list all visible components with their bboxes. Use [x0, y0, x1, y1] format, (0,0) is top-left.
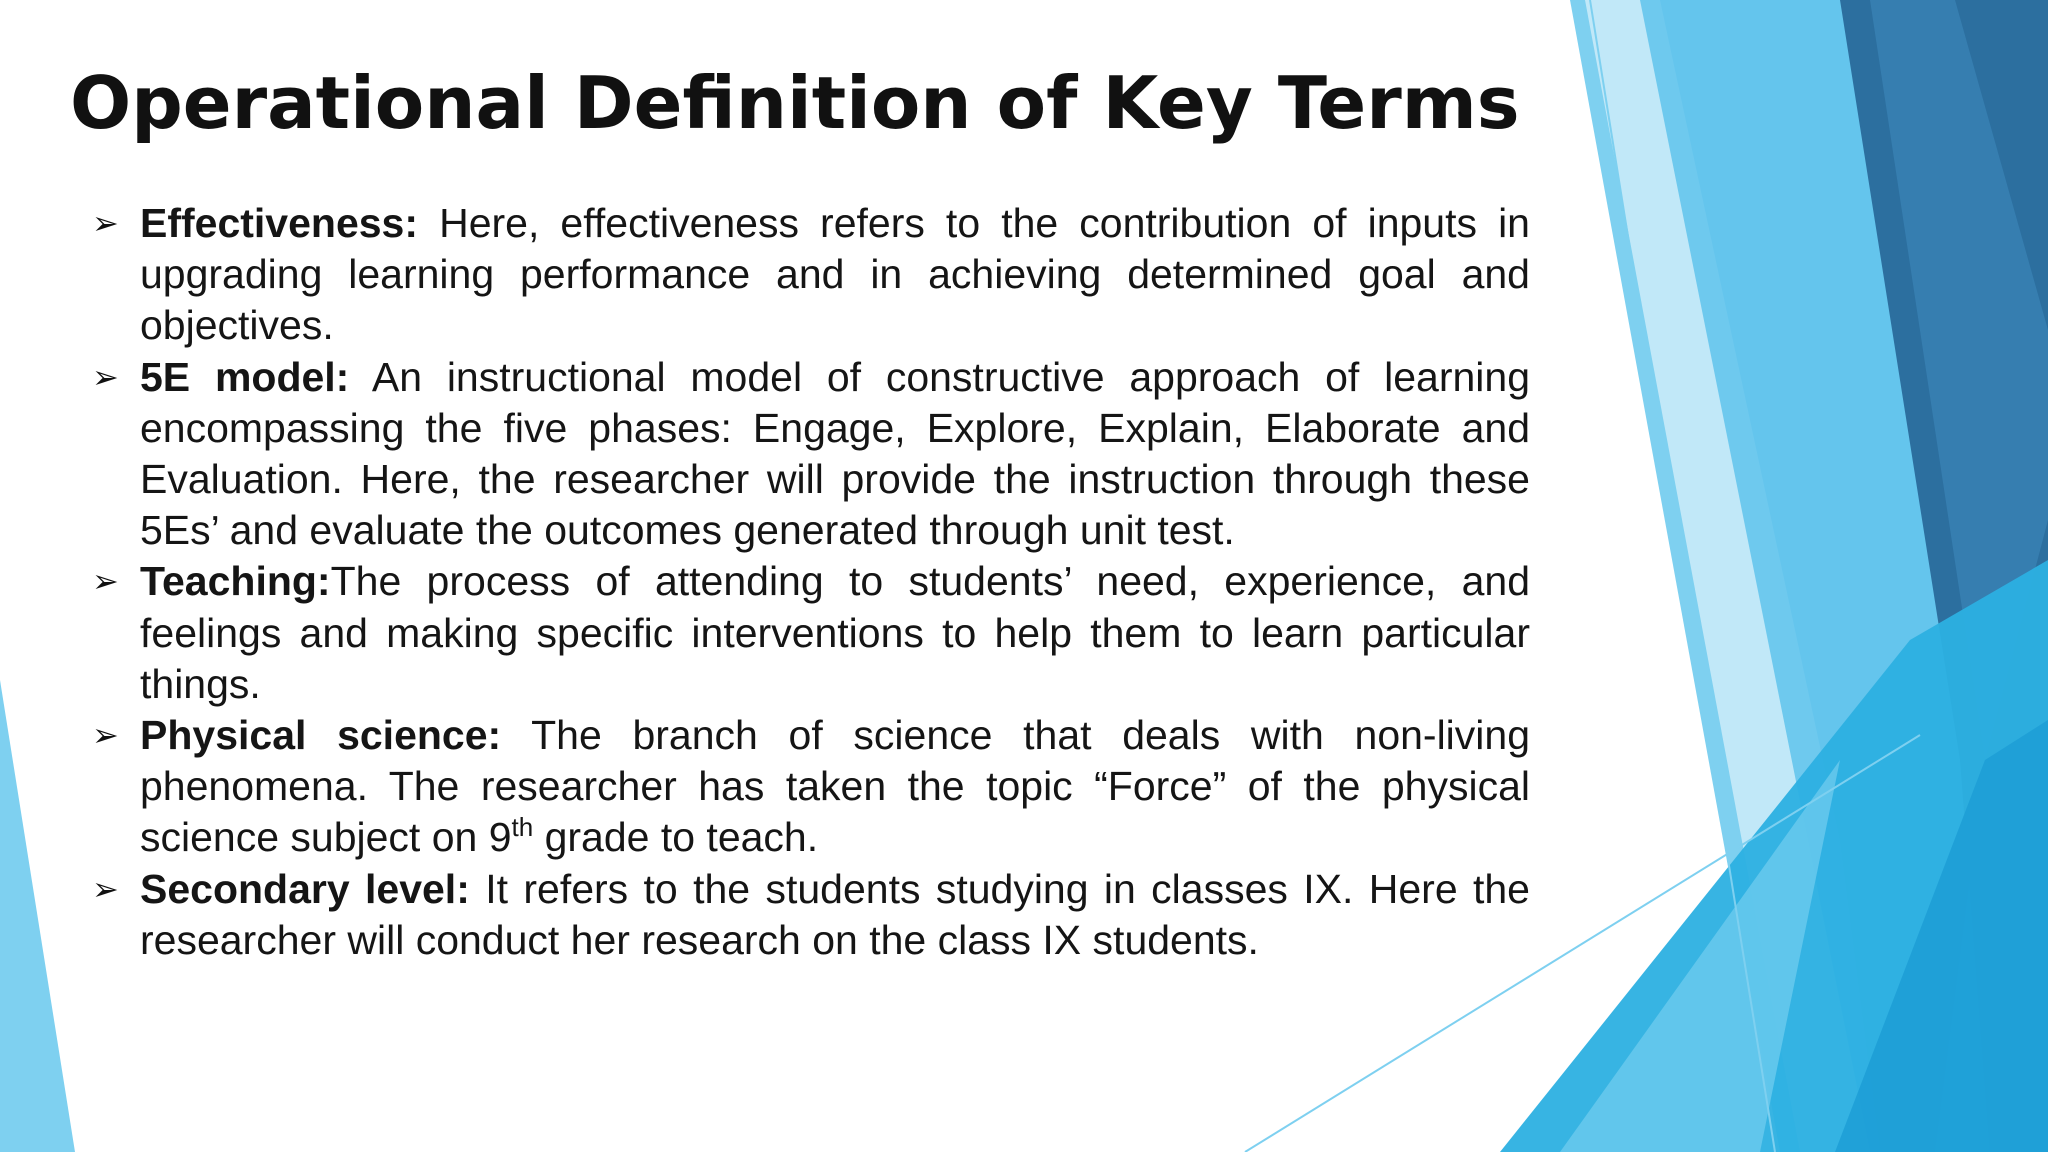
arrowhead-bullet-icon: ➢ — [92, 562, 119, 601]
slide-title: Operational Definition of Key Terms — [70, 61, 1520, 145]
term-definition: The branch of science that deals with non-living phenomena. The researcher has taken the topic “Force” of the physical science subject on 9 — [140, 712, 1531, 861]
left-accent-shape — [0, 680, 75, 1152]
key-terms-list — [92, 198, 1531, 966]
term-secondary-level — [92, 864, 1530, 966]
term-name: Physical science: — [140, 712, 502, 759]
term-definition: Here, effectiveness refers to the contribution of inputs in upgrading learning performance and in achieving determined goal and objectives. — [140, 200, 1530, 349]
ordinal-superscript: th — [511, 812, 534, 843]
term-definition: The process of attending to students’ need, experience, and feelings and making specific interventions to help them to learn particular things. — [140, 558, 1530, 707]
arrowhead-bullet-icon: ➢ — [92, 204, 119, 242]
term-physical-science — [92, 710, 1531, 864]
term-effectiveness — [92, 198, 1530, 352]
arrowhead-bullet-icon: ➢ — [92, 716, 119, 755]
term-teaching — [92, 556, 1530, 710]
term-5e-model — [92, 352, 1530, 557]
arrowhead-bullet-icon: ➢ — [92, 357, 119, 396]
arrowhead-bullet-icon: ➢ — [92, 869, 119, 908]
term-name: 5E model: — [140, 353, 350, 400]
term-definition: An instructional model of constructive approach of learning encompassing the five phases: Engage, Explore, Explain, Elaborate and Evaluation. Here, the researcher will provide the instruction through these 5Es’ and evaluate the outcomes generated through unit test. — [140, 353, 1530, 554]
term-definition-end: grade to teach. — [533, 814, 819, 861]
term-name: Effectiveness: — [140, 200, 419, 246]
term-name: Secondary level: — [140, 865, 470, 912]
term-definition: It refers to the students studying in classes IX. Here the researcher will conduct her research on the class IX students. — [140, 865, 1530, 963]
term-name: Teaching: — [140, 558, 331, 605]
